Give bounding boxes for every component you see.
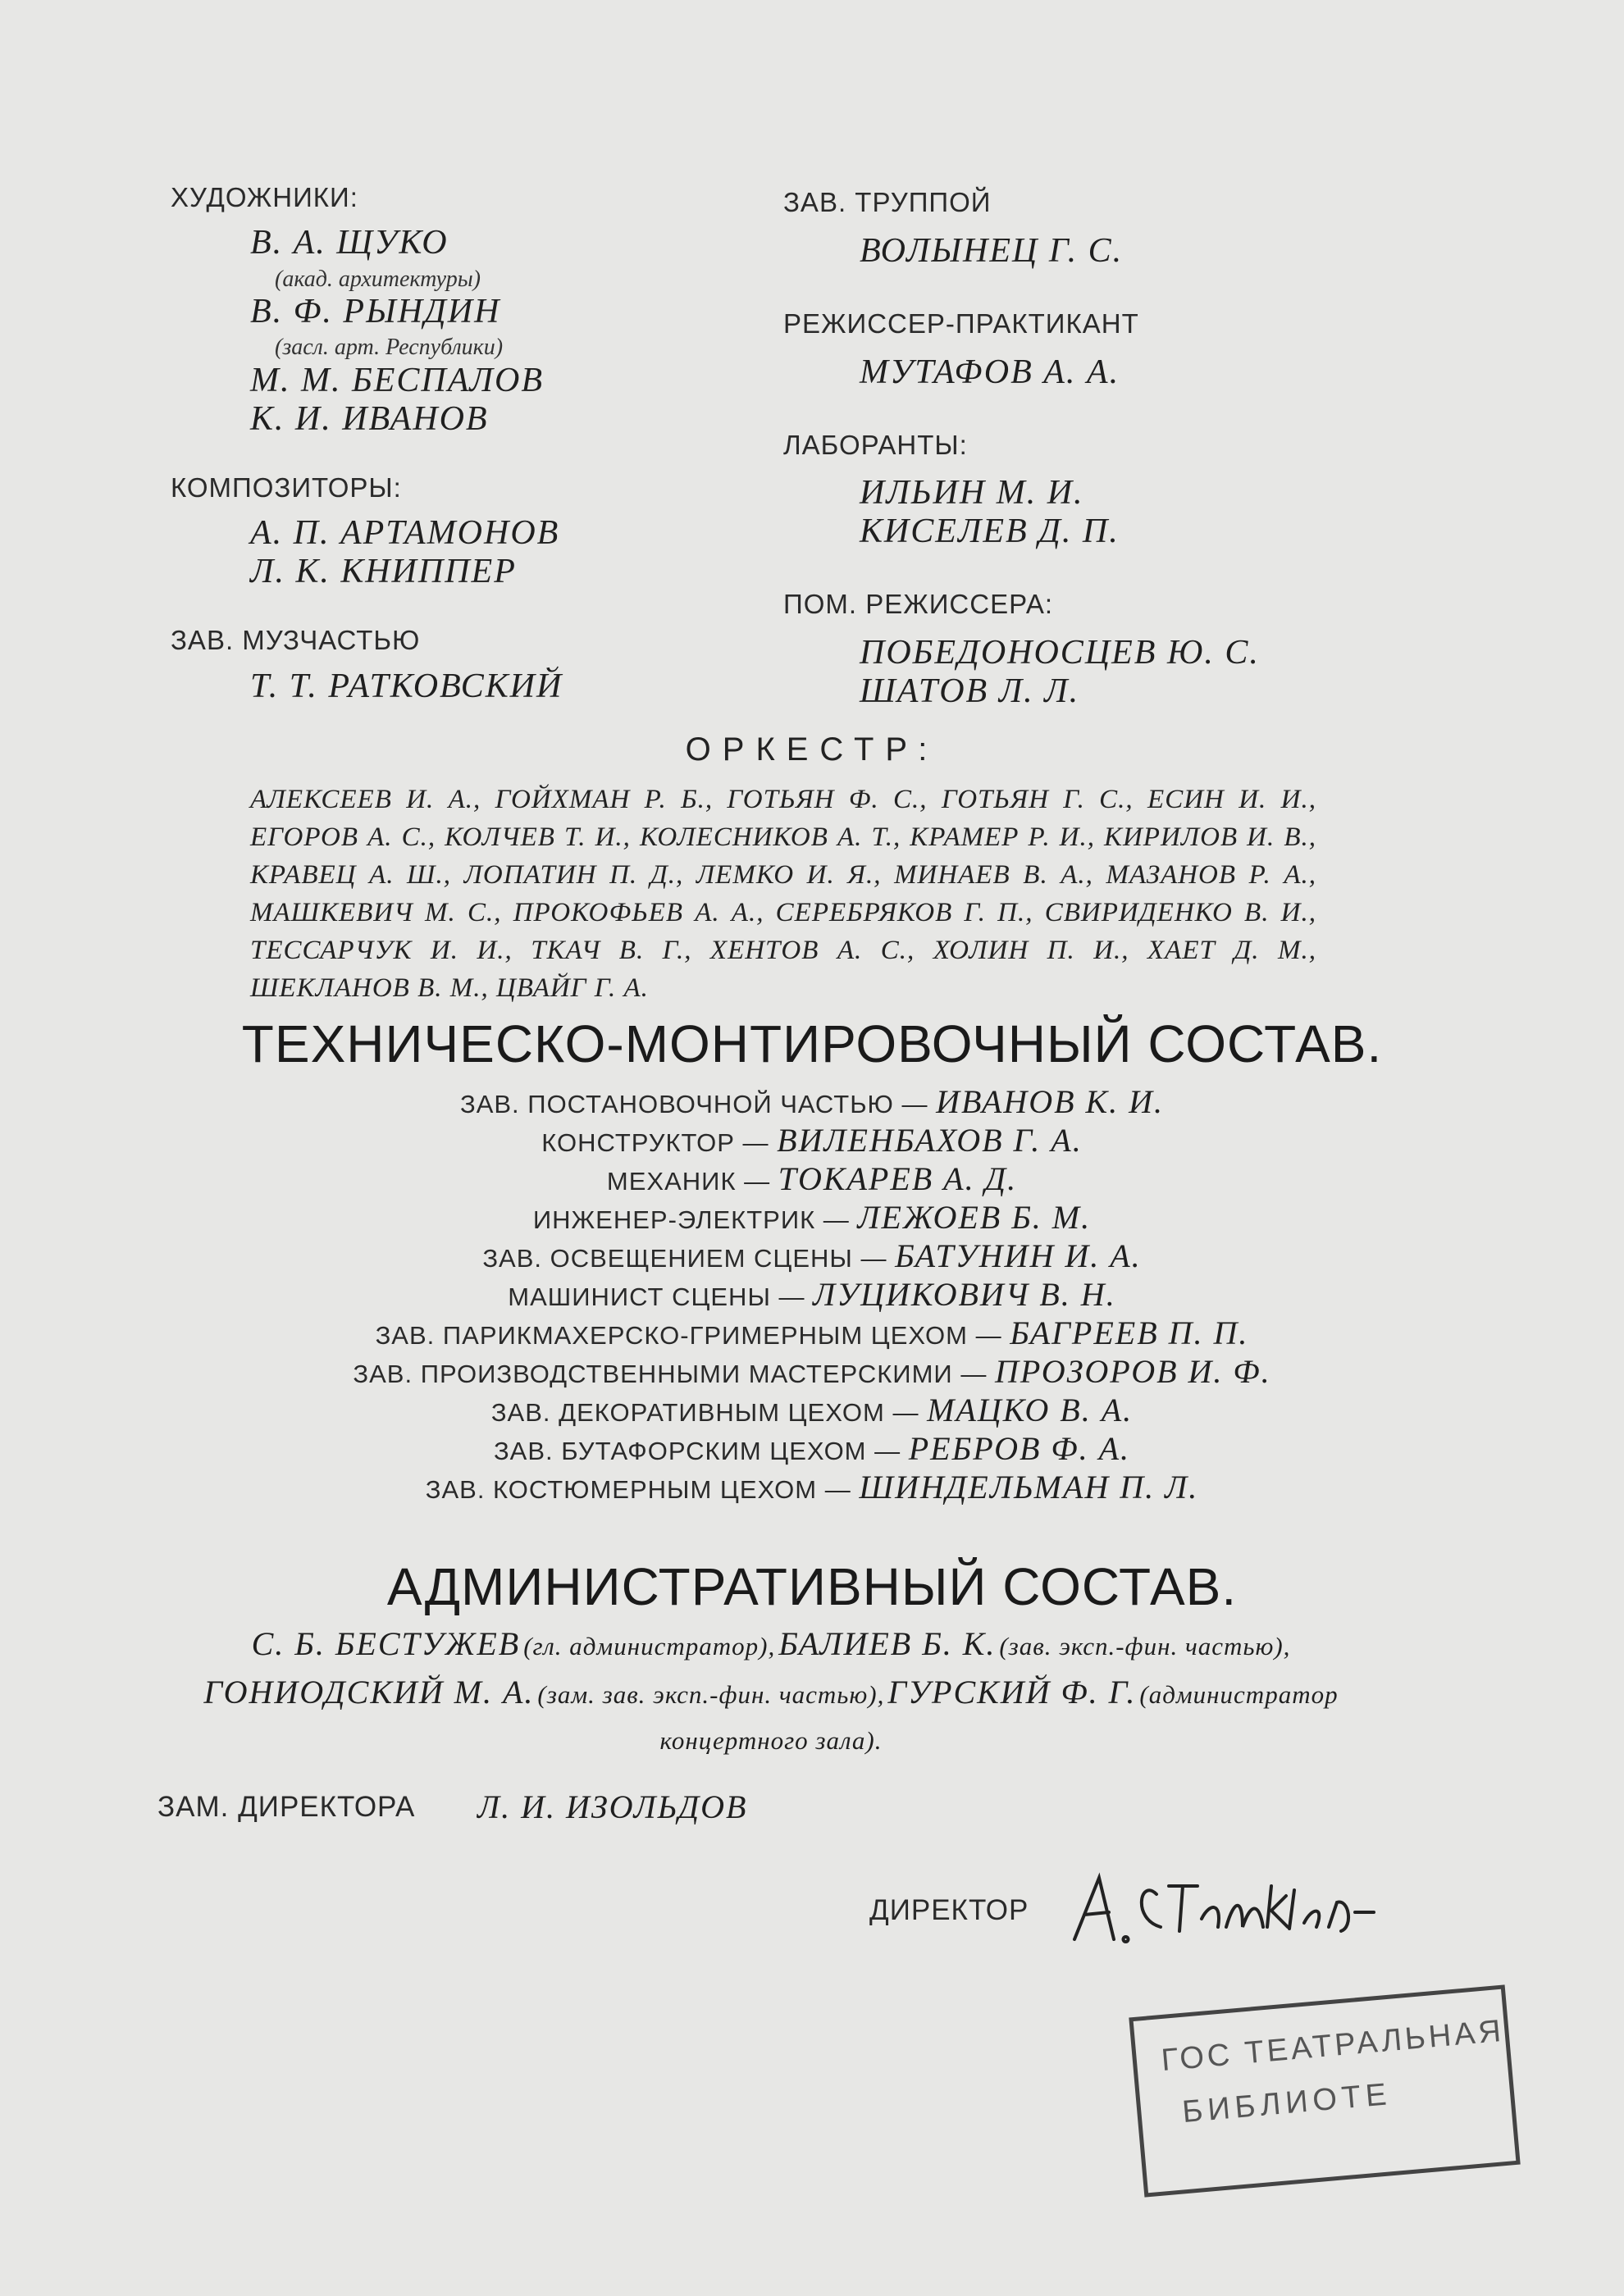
admin-name: С. Б. БЕСТУЖЕВ: [251, 1625, 521, 1662]
technical-role: МАШИНИСТ СЦЕНЫ: [508, 1282, 771, 1311]
admin-name: ГУРСКИЙ Ф. Г.: [887, 1674, 1137, 1711]
technical-person: МАЦКО В. А.: [927, 1392, 1134, 1428]
artist-name: К. И. ИВАНОВ: [250, 400, 489, 438]
technical-role: ИНЖЕНЕР-ЭЛЕКТРИК: [532, 1205, 816, 1234]
technical-person: ПРОЗОРОВ И. Ф.: [994, 1353, 1271, 1390]
troupe-head-label: ЗАВ. ТРУППОЙ: [783, 187, 992, 217]
admin-name: ГОНИОДСКИЙ М. А.: [203, 1674, 535, 1711]
admin-name: БАЛИЕВ Б. К.: [778, 1625, 997, 1662]
technical-person: РЕБРОВ Ф. А.: [908, 1430, 1131, 1467]
admin-role: (зав. эксп.-фин. частью),: [999, 1632, 1291, 1660]
technical-role: ЗАВ. БУТАФОРСКИМ ЦЕХОМ: [493, 1437, 867, 1465]
technical-row: ЗАВ. ПАРИКМАХЕРСКО-ГРИМЕРНЫМ ЦЕХОМ — БАГРЕЕВ П. П.: [375, 1314, 1249, 1351]
admin-role: (администратор концертного зала).: [659, 1680, 1339, 1755]
technical-person: БАТУНИН И. А.: [895, 1237, 1142, 1274]
technical-role: ЗАВ. ПОСТАНОВОЧНОЙ ЧАСТЬЮ: [459, 1090, 894, 1118]
lab-assistant-name: КИСЕЛЕВ Д. П.: [860, 512, 1120, 550]
technical-person: ШИНДЕЛЬМАН П. Л.: [859, 1469, 1199, 1506]
stamp-line: БИБЛИОТЕ: [1180, 2077, 1394, 2130]
orchestra-title: ОРКЕСТР:: [685, 731, 939, 768]
technical-row: ЗАВ. ПРОИЗВОДСТВЕННЫМИ МАСТЕРСКИМИ — ПРОЗОРОВ И. Ф.: [353, 1353, 1271, 1390]
technical-row: МЕХАНИК — ТОКАРЕВ А. Д.: [606, 1160, 1018, 1197]
technical-row: МАШИНИСТ СЦЕНЫ — ЛУЦИКОВИЧ В. Н.: [508, 1276, 1116, 1313]
technical-heading: ТЕХНИЧЕСКО-МОНТИРОВОЧНЫЙ СОСТАВ.: [241, 1014, 1383, 1073]
technical-person: ИВАНОВ К. И.: [936, 1083, 1164, 1120]
technical-row: ЗАВ. ОСВЕЩЕНИЕМ СЦЕНЫ — БАТУНИН И. А.: [482, 1237, 1142, 1274]
technical-row: ЗАВ. ПОСТАНОВОЧНОЙ ЧАСТЬЮ — ИВАНОВ К. И.: [459, 1083, 1164, 1120]
director-label: ДИРЕКТОР: [869, 1894, 1029, 1926]
administrative-list: [156, 1624, 1386, 1766]
technical-row: ИНЖЕНЕР-ЭЛЕКТРИК — ЛЕЖОЕВ Б. М.: [532, 1199, 1092, 1236]
composer-name: А. П. АРТАМОНОВ: [250, 514, 560, 552]
technical-role: ЗАВ. ОСВЕЩЕНИЕМ СЦЕНЫ: [482, 1244, 853, 1273]
deputy-director-name: Л. И. ИЗОЛЬДОВ: [477, 1788, 748, 1825]
technical-row: ЗАВ. ДЕКОРАТИВНЫМ ЦЕХОМ — МАЦКО В. А.: [490, 1392, 1134, 1428]
technical-person: ТОКАРЕВ А. Д.: [778, 1160, 1018, 1197]
deputy-director-label: ЗАМ. ДИРЕКТОРА: [157, 1791, 416, 1823]
technical-person: ЛЕЖОЕВ Б. М.: [857, 1199, 1092, 1236]
technical-role: ЗАВ. ДЕКОРАТИВНЫМ ЦЕХОМ: [490, 1398, 885, 1427]
technical-person: ВИЛЕНБАХОВ Г. А.: [777, 1122, 1083, 1159]
technical-row: ЗАВ. КОСТЮМЕРНЫМ ЦЕХОМ — ШИНДЕЛЬМАН П. Л.: [425, 1469, 1199, 1506]
assistant-director-name: ШАТОВ Л. Л.: [860, 672, 1080, 710]
artist-name: В. А. ЩУКО: [250, 224, 449, 262]
technical-role: ЗАВ. КОСТЮМЕРНЫМ ЦЕХОМ: [425, 1475, 818, 1504]
assistant-directors-label: ПОМ. РЕЖИССЕРА:: [783, 589, 1054, 619]
trainee-director-label: РЕЖИССЕР-ПРАКТИКАНТ: [783, 308, 1139, 339]
lab-assistants-label: ЛАБОРАНТЫ:: [783, 430, 968, 460]
administrative-heading: АДМИНИСТРАТИВНЫЙ СОСТАВ.: [386, 1557, 1238, 1616]
troupe-head-name: ВОЛЫНЕЦ Г. С.: [860, 232, 1124, 270]
director-signature: [1066, 1861, 1394, 1952]
technical-list: [0, 1082, 1624, 1506]
composer-name: Л. К. КНИППЕР: [250, 553, 517, 590]
artists-label: ХУДОЖНИКИ:: [171, 182, 358, 212]
music-head-name: Т. Т. РАТКОВСКИЙ: [250, 667, 563, 705]
lab-assistant-name: ИЛЬИН М. И.: [860, 474, 1084, 512]
artist-note: (акад. архитектуры): [275, 266, 481, 292]
assistant-director-name: ПОБЕДОНОСЦЕВ Ю. С.: [860, 634, 1260, 672]
technical-role: ЗАВ. ПРОИЗВОДСТВЕННЫМИ МАСТЕРСКИМИ: [353, 1360, 953, 1388]
technical-row: КОНСТРУКТОР — ВИЛЕНБАХОВ Г. А.: [541, 1122, 1083, 1159]
artist-note: (засл. арт. Республики): [275, 335, 504, 360]
technical-person: БАГРЕЕВ П. П.: [1010, 1314, 1249, 1351]
technical-role: КОНСТРУКТОР: [541, 1128, 735, 1157]
technical-role: ЗАВ. ПАРИКМАХЕРСКО-ГРИМЕРНЫМ ЦЕХОМ: [375, 1321, 968, 1350]
stamp-line: ГОС ТЕАТРАЛЬНАЯ: [1160, 2013, 1506, 2079]
artist-name: В. Ф. РЫНДИН: [250, 293, 501, 330]
admin-role: (зам. зав. эксп.-фин. частью),: [537, 1680, 885, 1709]
admin-role: (гл. администратор),: [523, 1632, 776, 1660]
artist-name: М. М. БЕСПАЛОВ: [250, 362, 544, 399]
trainee-director-name: МУТАФОВ А. А.: [860, 353, 1120, 391]
technical-role: МЕХАНИК: [606, 1167, 737, 1196]
library-stamp: [1129, 1984, 1520, 2197]
composers-label: КОМПОЗИТОРЫ:: [171, 472, 402, 503]
music-head-label: ЗАВ. МУЗЧАСТЬЮ: [171, 625, 421, 655]
orchestra-members: АЛЕКСЕЕВ И. А., ГОЙХМАН Р. Б., ГОТЬЯН Ф. С., ГОТЬЯН Г. С., ЕСИН И. И., ЕГОРОВ А. С., КОЛЧЕВ Т. И., КОЛЕСНИКОВ А. Т., КРАМЕР Р. И., КИРИЛОВ И. В., КРАВЕЦ А. Ш., ЛОПАТИН П. Д., ЛЕМКО И. Я., МИНАЕВ В. А., МАЗАНОВ Р. А., МАШКЕВИЧ М. С., ПРОКОФЬЕВ А. А., СЕРЕБРЯКОВ Г. П., СВИРИДЕНКО В. И., ТЕССАРЧУК И. И., ТКАЧ В. Г., ХЕНТОВ А. С., ХОЛИН П. И., ХАЕТ Д. М., ШЕКЛАНОВ В. М., ЦВАЙГ Г. А.: [250, 785, 1316, 1003]
technical-person: ЛУЦИКОВИЧ В. Н.: [813, 1276, 1116, 1313]
technical-row: ЗАВ. БУТАФОРСКИМ ЦЕХОМ — РЕБРОВ Ф. А.: [493, 1430, 1131, 1467]
